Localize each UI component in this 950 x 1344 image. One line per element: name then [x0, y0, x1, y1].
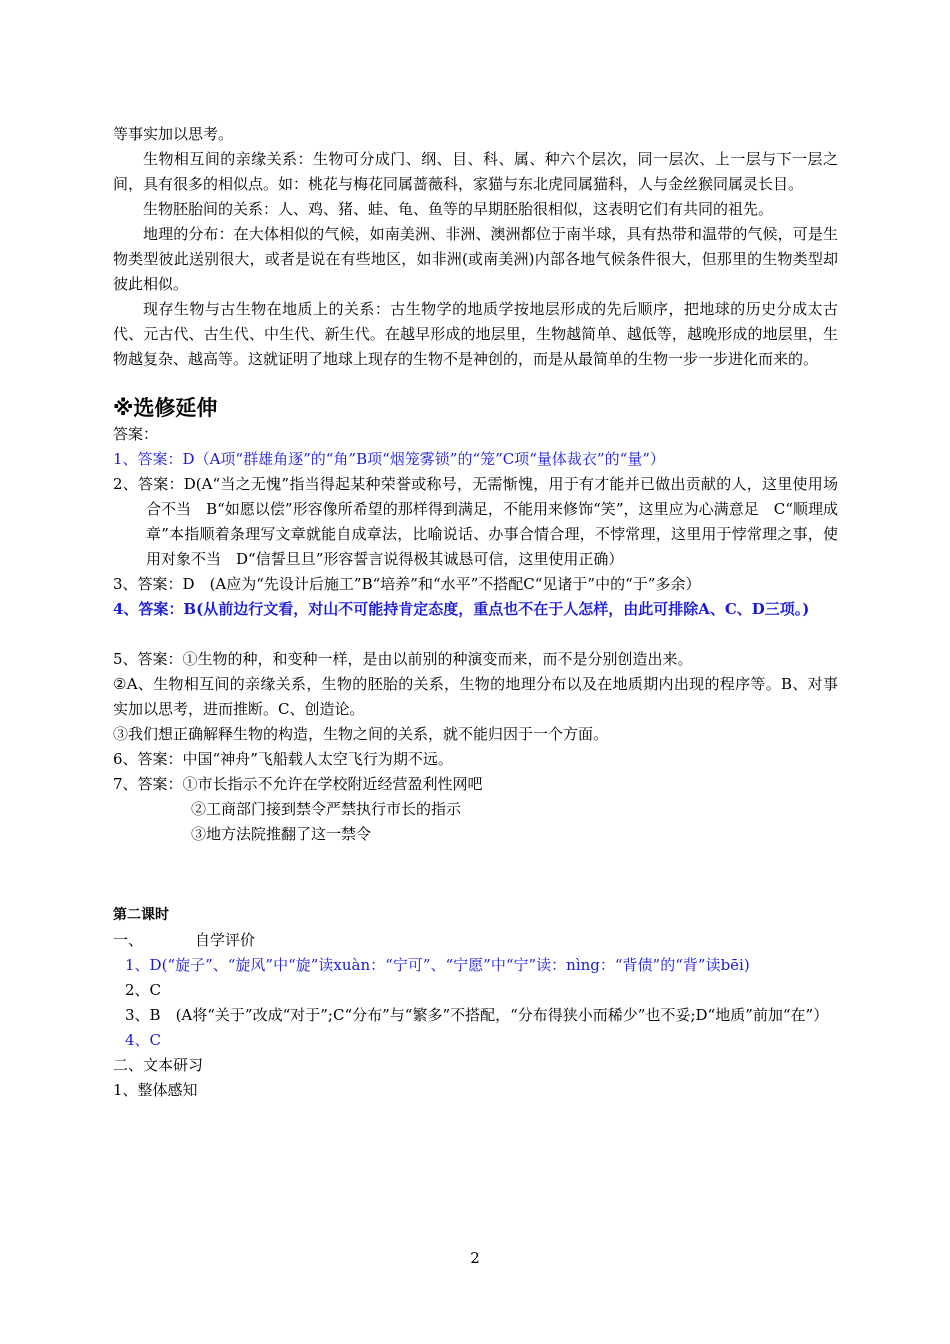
section-number: 一、	[113, 931, 144, 949]
answers-label: 答案：	[113, 425, 159, 443]
lesson-title: 第二课时	[113, 907, 169, 923]
answer-6: 6、答案：中国“神舟”飞船载人太空飞行为期不远。	[113, 750, 453, 768]
spacer	[113, 622, 838, 647]
self-study-answer-1: 1、D(“旋子”、“旋风”中“旋”读xuàn：“宁可”、“宁愿”中“宁”读：nìng：“背债”的“背”读bēi)	[125, 956, 750, 974]
answer-3: 3、答案：D (A应为“先设计后施工”B“培养”和“水平”不搭配C“见诸于”中的“于”多余）	[113, 575, 701, 593]
answer-5-part-1: 5、答案：①生物的种，和变种一样，是由以前别的种演变而来，而不是分别创造出来。	[113, 650, 693, 668]
answer-5-part-2: ②A、生物相互间的亲缘关系，生物的胚胎的关系，生物的地理分布以及在地质期内出现的程序等。B、对事实加以思考，进而推断。C、创造论。	[113, 675, 838, 718]
self-study-answer-3: 3、B (A将“关于”改成“对于”;C“分布”与“繁多”不搭配，“分布得狭小而稀少”也不妥;D“地质”前加“在”）	[125, 1006, 829, 1024]
paragraph-embryo: 生物胚胎间的关系：人、鸡、猪、蛙、龟、鱼等的早期胚胎很相似，这表明它们有共同的祖先。	[143, 200, 774, 218]
paragraph-continuation: 等事实加以思考。	[113, 125, 234, 143]
answer-5-part-3: ③我们想正确解释生物的构造，生物之间的关系，就不能归因于一个方面。	[113, 725, 609, 743]
paragraph-kinship: 生物相互间的亲缘关系：生物可分成门、纲、目、科、属、种六个层次，同一层次、上一层与下一层之间，具有很多的相似点。如：桃花与梅花同属蔷薇科，家猫与东北虎同属猫科，人与金丝猴同属灵长目。	[113, 150, 838, 193]
subsection-overall: 1、整体感知	[113, 1081, 198, 1099]
section-label: 自学评价	[195, 931, 256, 949]
page-content	[113, 122, 838, 1103]
self-study-answer-4: 4、C	[125, 1031, 162, 1049]
answer-4: 4、答案：B(从前边行文看，对山不可能持肯定态度，重点也不在于人怎样，由此可排除A、C、D三项。)	[113, 600, 810, 618]
answer-1: 1、答案：D（A项“群雄角逐”的“角”B项“烟笼雾锁”的“笼”C项“量体裁衣”的“量”）	[113, 450, 665, 468]
section-self-study	[113, 928, 838, 953]
page-number: 2	[470, 1249, 480, 1267]
answer-7-part-3: ③地方法院推翻了这一禁令	[191, 825, 372, 843]
spacer	[113, 847, 838, 897]
answer-7-part-1: 7、答案：①市长指示不允许在学校附近经营盈利性网吧	[113, 775, 483, 793]
paragraph-geography: 地理的分布：在大体相似的气候，如南美洲、非洲、澳洲都位于南半球，具有热带和温带的气候，可是生物类型彼此送别很大，或者是说在有些地区，如非洲(或南美洲)内部各地气候条件很大，但那里的生物类型却彼此相似。	[113, 225, 838, 293]
answer-7-part-2: ②工商部门接到禁令严禁执行市长的指示	[191, 800, 462, 818]
self-study-answer-2: 2、C	[125, 981, 162, 999]
section-text-study: 二、文本研习	[113, 1056, 204, 1074]
section-heading-elective: ※选修延伸	[113, 396, 218, 420]
paragraph-fossil: 现存生物与古生物在地质上的关系：古生物学的地质学按地层形成的先后顺序，把地球的历史分成太古代、元古代、古生代、中生代、新生代。在越早形成的地层里，生物越简单、越低等，越晚形成的地层里，生物越复杂、越高等。这就证明了地球上现存的生物不是神创的，而是从最简单的生物一步一步进化而来的。	[113, 300, 838, 368]
answer-2: 2、答案：D(A“当之无愧”指当得起某种荣誉或称号，无需惭愧，用于有才能并已做出贡献的人，这里使用场合不当 B“如愿以偿”形容像所希望的那样得到满足，不能用来修饰“笑”，这里应为心满意足 C“顺理成章”本指顺着条理写文章就能自成章法，比喻说话、办事合情合理，不悖常理，这里用于悖常理之事，使用对象不当 D“信誓旦旦”形容誓言说得极其诚恳可信，这里使用正确）	[113, 475, 838, 568]
